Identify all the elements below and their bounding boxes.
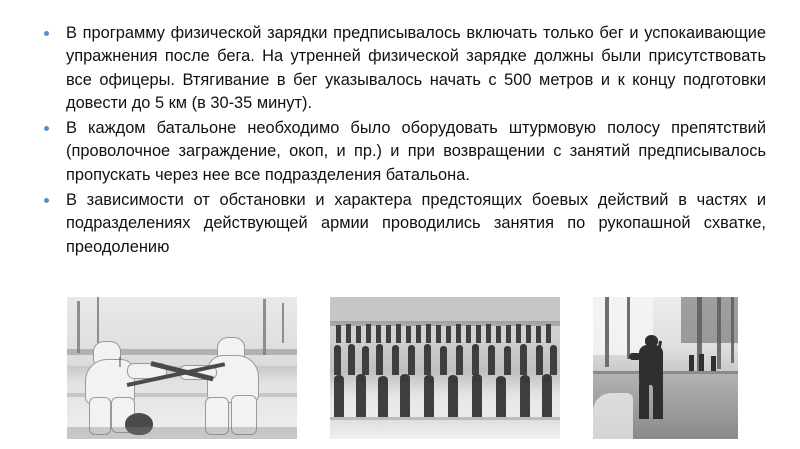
bullet-dot-icon xyxy=(44,126,49,131)
bullet-text: В каждом батальоне необходимо было оборудовать штурмовую полосу препятствий (проволочное заграждение, окоп, и пр.) и при возвращении с занятий предписывалось пропускать через нее все подразделения батальона. xyxy=(66,119,766,184)
bullet-text: В зависимости от обстановки и характера предстоящих боевых действий в частях и подразделениях действующей армии проводились занятия по рукопашной схватке, преодолению xyxy=(66,191,766,256)
list-item xyxy=(38,189,766,259)
slide-body xyxy=(38,22,766,261)
bullet-text: В программу физической зарядки предписывалось включать только бег и успокаивающие упражнения после бега. На утренней физической зарядке должны были присутствовать все офицеры. Втягивание в бег указывалось начать с 500 метров и к концу подготовки довести до 5 км (в 30-35 минут). xyxy=(66,24,766,112)
bullet-list xyxy=(38,22,766,259)
bullet-dot-icon xyxy=(44,198,49,203)
photo-strip xyxy=(0,297,800,449)
list-item xyxy=(38,117,766,187)
list-item xyxy=(38,22,766,115)
photo-soldiers-bayonet-training-in-snow xyxy=(67,297,297,439)
photo-soldier-on-winter-road xyxy=(593,297,738,439)
photo-marching-column-of-soldiers xyxy=(330,297,560,439)
bullet-dot-icon xyxy=(44,31,49,36)
